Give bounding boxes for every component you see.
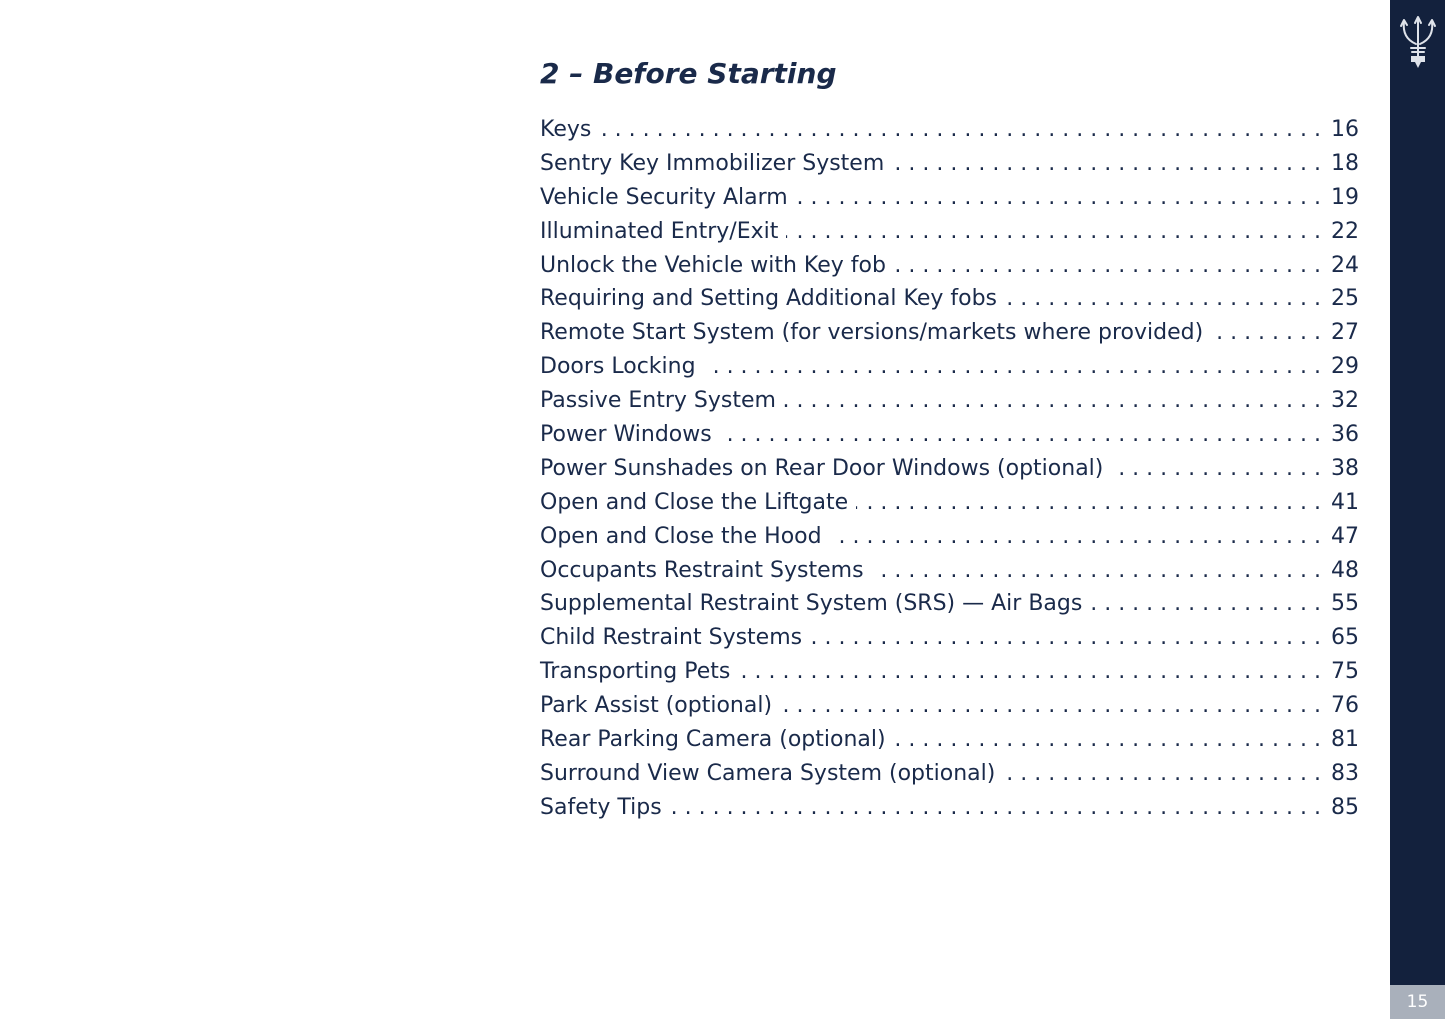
toc-dot-leader — [796, 185, 1321, 210]
toc-entry-label: Child Restraint Systems — [540, 625, 803, 651]
toc-entry-label: Occupants Restraint Systems — [540, 557, 864, 583]
toc-entry[interactable] — [540, 456, 1359, 490]
toc-entry-label: Passive Entry System — [540, 388, 776, 414]
toc-entry-label: Power Sunshades on Rear Door Windows (optional) — [540, 455, 1104, 481]
toc-entry[interactable] — [540, 591, 1359, 625]
toc-entry-label: Power Windows — [540, 422, 712, 448]
toc-entry-label: Vehicle Security Alarm — [540, 184, 788, 210]
toc-entry[interactable] — [540, 354, 1359, 388]
toc-entry[interactable] — [540, 388, 1359, 422]
toc-dot-leader — [704, 354, 1321, 379]
toc-dot-leader — [786, 219, 1321, 244]
toc-dot-leader — [810, 625, 1321, 650]
toc-entry-label: Supplemental Restraint System (SRS) — Air Bags — [540, 591, 1083, 617]
toc-entry-page: 47 — [1331, 523, 1359, 549]
toc-dot-leader — [872, 558, 1321, 583]
toc-entry-page: 65 — [1331, 625, 1359, 651]
toc-dot-leader — [1090, 591, 1321, 616]
toc-entry[interactable] — [540, 693, 1359, 727]
toc-entry-label: Unlock the Vehicle with Key fob — [540, 252, 886, 278]
toc-entry[interactable] — [540, 151, 1359, 185]
toc-entry-page: 22 — [1331, 218, 1359, 244]
toc-entry-page: 29 — [1331, 354, 1359, 380]
toc-dot-leader — [894, 727, 1321, 752]
sidebar-band — [1390, 0, 1445, 1019]
toc-entry[interactable] — [540, 625, 1359, 659]
toc-entry[interactable] — [540, 185, 1359, 219]
toc-entry-page: 24 — [1331, 252, 1359, 278]
toc-entry-label: Sentry Key Immobilizer System — [540, 150, 885, 176]
page-number: 15 — [1390, 985, 1445, 1019]
toc-entry-page: 32 — [1331, 388, 1359, 414]
toc-entry-label: Rear Parking Camera (optional) — [540, 727, 886, 753]
toc-entry-label: Open and Close the Hood — [540, 523, 822, 549]
toc-entry[interactable] — [540, 320, 1359, 354]
toc-entry-page: 76 — [1331, 693, 1359, 719]
toc-entry-page: 19 — [1331, 184, 1359, 210]
toc-entry-page: 83 — [1331, 760, 1359, 786]
toc-entry-page: 36 — [1331, 422, 1359, 448]
toc-entry-page: 41 — [1331, 489, 1359, 515]
toc-entry[interactable] — [540, 659, 1359, 693]
toc-entry-page: 27 — [1331, 320, 1359, 346]
toc-entry-page: 18 — [1331, 150, 1359, 176]
toc-entry-label: Remote Start System (for versions/markets where provided) — [540, 320, 1204, 346]
toc-entry[interactable] — [540, 524, 1359, 558]
toc-entry-page: 48 — [1331, 557, 1359, 583]
toc-entry[interactable] — [540, 117, 1359, 151]
toc-entry[interactable] — [540, 286, 1359, 320]
toc-entry-page: 25 — [1331, 286, 1359, 312]
toc-entry-label: Surround View Camera System (optional) — [540, 760, 996, 786]
toc-dot-leader — [894, 253, 1321, 278]
toc-entry-page: 55 — [1331, 591, 1359, 617]
toc-entry-page: 16 — [1331, 117, 1359, 142]
toc-dot-leader — [784, 388, 1321, 413]
toc-entry[interactable] — [540, 761, 1359, 795]
toc-entry-label: Requiring and Setting Additional Key fobs — [540, 286, 998, 312]
toc-dot-leader — [720, 422, 1321, 447]
toc-entry-label: Doors Locking — [540, 354, 696, 380]
toc-entry-label: Park Assist (optional) — [540, 693, 773, 719]
toc-entry-page: 85 — [1331, 794, 1359, 820]
toc-dot-leader — [780, 693, 1321, 718]
toc-dot-leader — [599, 117, 1321, 142]
toc-entry-label: Illuminated Entry/Exit — [540, 218, 779, 244]
toc-entry-page: 81 — [1331, 727, 1359, 753]
toc-dot-leader — [1003, 761, 1321, 786]
toc-entry[interactable] — [540, 795, 1359, 829]
trident-logo-icon — [1398, 14, 1438, 70]
toc-dot-leader — [830, 524, 1321, 549]
toc-entry-page: 75 — [1331, 659, 1359, 685]
toc-dot-leader — [1111, 456, 1321, 481]
toc-entry-page: 38 — [1331, 455, 1359, 481]
toc-entry-label: Safety Tips — [540, 794, 662, 820]
toc-entry[interactable] — [540, 558, 1359, 592]
toc-dot-leader — [670, 795, 1321, 820]
toc-entry[interactable] — [540, 422, 1359, 456]
toc-entry[interactable] — [540, 219, 1359, 253]
toc-entry-label: Open and Close the Liftgate — [540, 489, 849, 515]
toc-entry-label: Keys — [540, 117, 592, 142]
toc-entry[interactable] — [540, 490, 1359, 524]
toc-dot-leader — [856, 490, 1321, 515]
toc-dot-leader — [738, 659, 1321, 684]
toc-dot-leader — [1211, 320, 1321, 345]
toc-dot-leader — [1005, 286, 1321, 311]
toc-dot-leader — [892, 151, 1321, 176]
toc-entry[interactable] — [540, 253, 1359, 287]
table-of-contents — [540, 117, 1359, 829]
toc-entry-label: Transporting Pets — [540, 659, 731, 685]
toc-entry[interactable] — [540, 727, 1359, 761]
chapter-title: 2 – Before Starting — [540, 57, 837, 90]
